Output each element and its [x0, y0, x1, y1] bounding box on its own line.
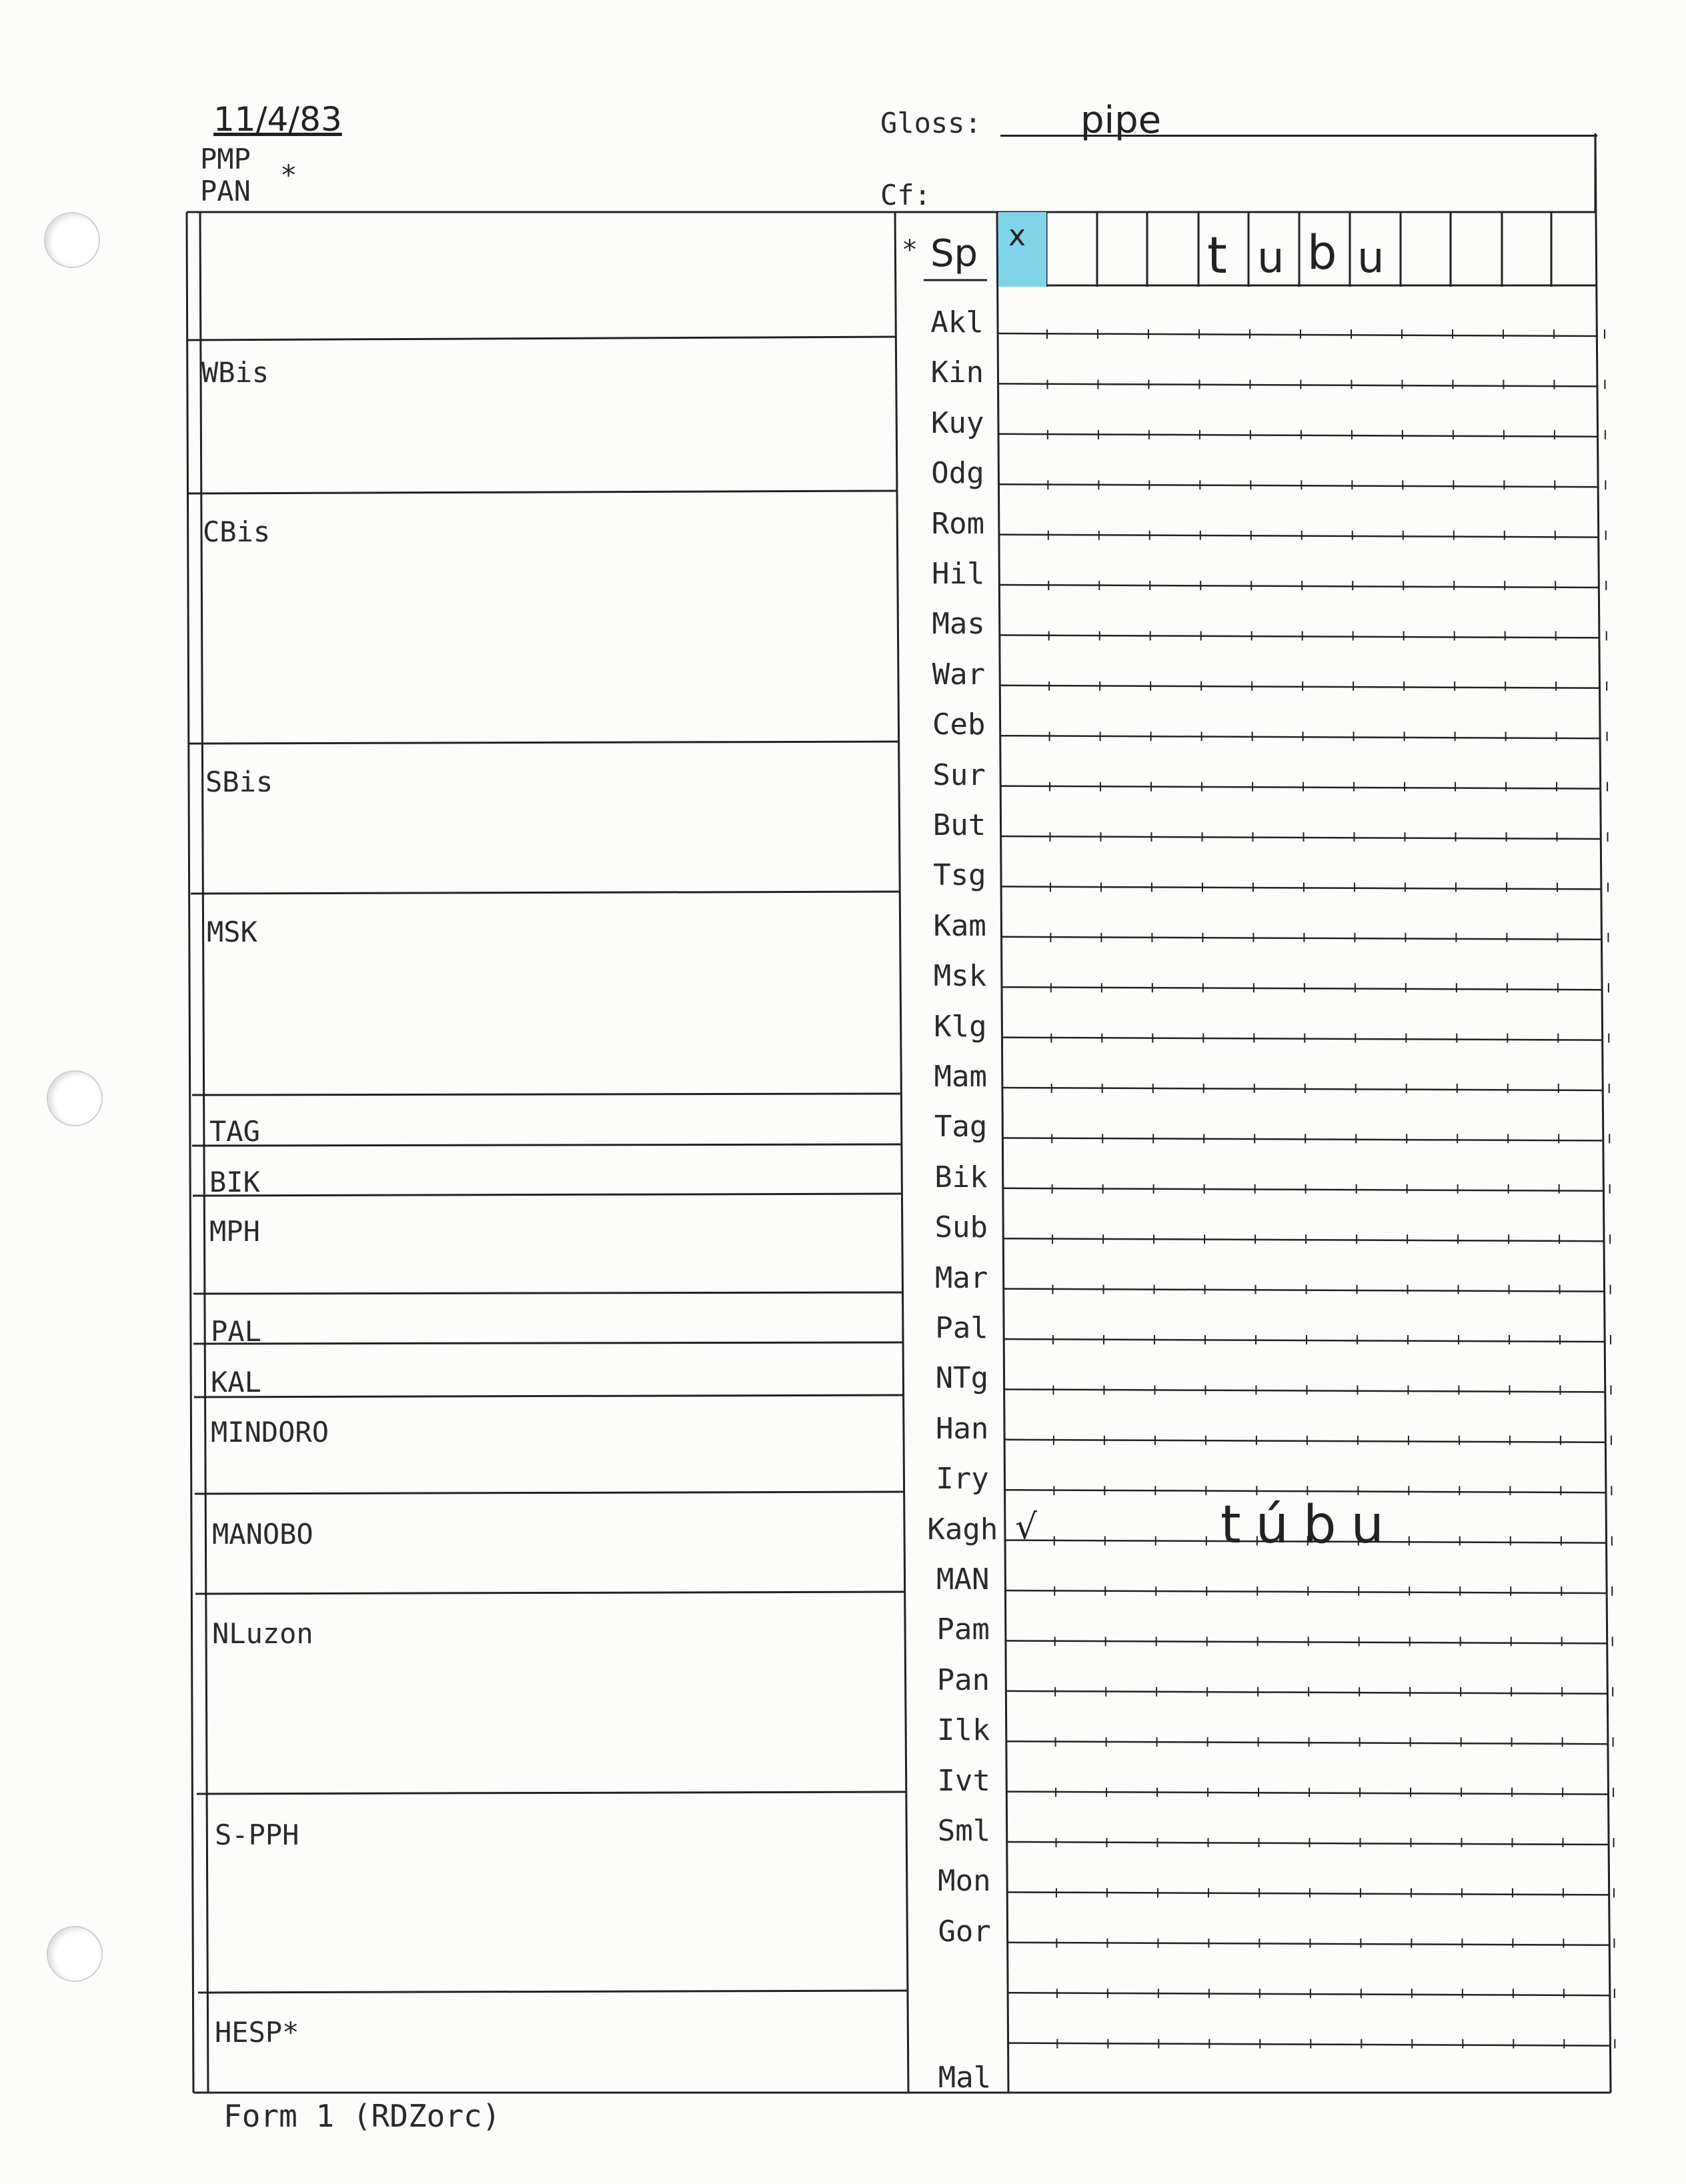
- sp-star: *: [902, 235, 918, 265]
- form-footer: Form 1 (RDZorc): [223, 2098, 501, 2134]
- entry-row-line: [1003, 1088, 1603, 1090]
- language-label-ivt: Ivt: [937, 1763, 990, 1798]
- language-label-kagh: Kagh: [927, 1512, 998, 1546]
- group-label-tag: TAG: [209, 1115, 260, 1148]
- group-label-s-pph: S-PPH: [215, 1819, 299, 1851]
- entry-row-line: [1000, 585, 1599, 588]
- language-label-bik: Bik: [934, 1160, 988, 1194]
- language-label-kam: Kam: [933, 908, 986, 943]
- language-label-pan: Pan: [936, 1663, 990, 1697]
- entry-row-line: [1000, 535, 1599, 537]
- language-label-mam: Mam: [934, 1060, 987, 1094]
- language-label-gor: Gor: [938, 1914, 991, 1949]
- group-label-msk: MSK: [207, 916, 257, 948]
- entry-row-line: [1008, 1842, 1609, 1845]
- entry-row-line: [1004, 1339, 1605, 1342]
- language-label-man: MAN: [936, 1562, 990, 1596]
- pmp-label: PMP: [200, 143, 251, 175]
- entry-row-line: [1002, 1038, 1603, 1040]
- sp-label: Sp: [930, 232, 978, 275]
- entry-row-line: [1008, 2043, 1609, 2046]
- language-label-rom: Rom: [931, 506, 985, 541]
- language-label-ntg: NTg: [935, 1361, 989, 1396]
- language-label-hil: Hil: [932, 557, 985, 591]
- entry-row-line: [1002, 987, 1603, 990]
- entry-row-line: [1007, 1741, 1607, 1744]
- entry-row-line: [1002, 836, 1602, 839]
- group-label-mindoro: MINDORO: [211, 1416, 329, 1448]
- entry-row-line: [1006, 1641, 1607, 1643]
- entry-row-line: [1001, 736, 1601, 738]
- proto-letter-3: b: [1307, 225, 1337, 280]
- language-label-mon: Mon: [938, 1864, 991, 1899]
- entry-row-line: [1003, 1138, 1603, 1140]
- language-label-war: War: [932, 657, 986, 692]
- entry-row-line: [1004, 1188, 1604, 1191]
- entry-row-line: [999, 484, 1599, 487]
- group-label-wbis: WBis: [201, 356, 269, 389]
- entry-row-line: [1008, 1892, 1609, 1895]
- language-label-tag: Tag: [934, 1110, 988, 1144]
- group-label-hesp: HESP*: [215, 2016, 299, 2049]
- cf-label: Cf:: [880, 179, 931, 211]
- language-label-mal: Mal: [938, 2061, 992, 2095]
- entry-row-line: [1004, 1238, 1604, 1241]
- language-label-mas: Mas: [932, 607, 985, 642]
- entry-row-line: [1007, 1792, 1607, 1795]
- entry-row-line: [1006, 1590, 1606, 1593]
- group-label-bik: BIK: [209, 1166, 260, 1198]
- language-label-akl: Akl: [930, 305, 984, 339]
- proto-letter-1: t: [1207, 225, 1227, 285]
- group-label-cbis: CBis: [203, 515, 271, 548]
- language-label-but: But: [932, 808, 986, 842]
- language-label-mar: Mar: [934, 1260, 988, 1295]
- entry-row-line: [1004, 1289, 1605, 1292]
- gloss-value: pipe: [1080, 99, 1162, 142]
- language-label-sub: Sub: [934, 1210, 988, 1245]
- entry-row-line: [1008, 1993, 1609, 1995]
- language-label-odg: Odg: [931, 456, 984, 491]
- group-label-mph: MPH: [209, 1215, 260, 1248]
- group-label-kal: KAL: [211, 1366, 261, 1398]
- group-label-sbis: SBis: [205, 766, 273, 798]
- language-label-sur: Sur: [932, 758, 986, 792]
- entry-row-line: [999, 434, 1599, 437]
- kagh-form: túbu: [1220, 1495, 1399, 1555]
- language-label-kuy: Kuy: [930, 405, 984, 440]
- language-label-pam: Pam: [936, 1612, 990, 1647]
- language-label-ilk: Ilk: [937, 1713, 990, 1748]
- group-label-pal: PAL: [211, 1315, 261, 1348]
- entry-row-line: [1002, 886, 1602, 889]
- language-label-klg: Klg: [934, 1009, 987, 1044]
- language-label-iry: Iry: [936, 1462, 989, 1496]
- entry-row-line: [1008, 1943, 1609, 1945]
- language-label-tsg: Tsg: [933, 858, 986, 893]
- group-label-nluzon: NLuzon: [212, 1617, 313, 1650]
- group-label-manobo: MANOBO: [212, 1518, 313, 1550]
- entry-row-line: [1004, 1389, 1605, 1392]
- entry-row-line: [1005, 1440, 1605, 1442]
- language-label-ceb: Ceb: [932, 708, 986, 742]
- proto-letter-2: u: [1257, 233, 1285, 283]
- language-label-msk: Msk: [933, 959, 987, 994]
- entry-row-line: [1000, 635, 1600, 638]
- language-label-han: Han: [935, 1411, 989, 1446]
- date-stamp: 11/4/83: [213, 100, 342, 139]
- pan-label: PAN: [200, 175, 251, 207]
- language-label-sml: Sml: [937, 1814, 991, 1848]
- gloss-label: Gloss:: [880, 107, 982, 139]
- entry-row-line: [1002, 937, 1602, 940]
- language-label-kin: Kin: [930, 355, 984, 390]
- entry-row-line: [1001, 786, 1601, 789]
- pmp-star: *: [280, 159, 297, 191]
- entry-row-line: [1005, 1490, 1605, 1492]
- kagh-check-mark: √: [1015, 1507, 1038, 1547]
- x-mark: x: [1008, 219, 1026, 253]
- proto-letter-4: u: [1357, 233, 1385, 283]
- language-label-pal: Pal: [935, 1311, 988, 1345]
- entry-row-line: [1006, 1691, 1607, 1694]
- entry-row-line: [998, 383, 1598, 386]
- entry-row-line: [998, 333, 1598, 336]
- entry-row-line: [1000, 686, 1600, 688]
